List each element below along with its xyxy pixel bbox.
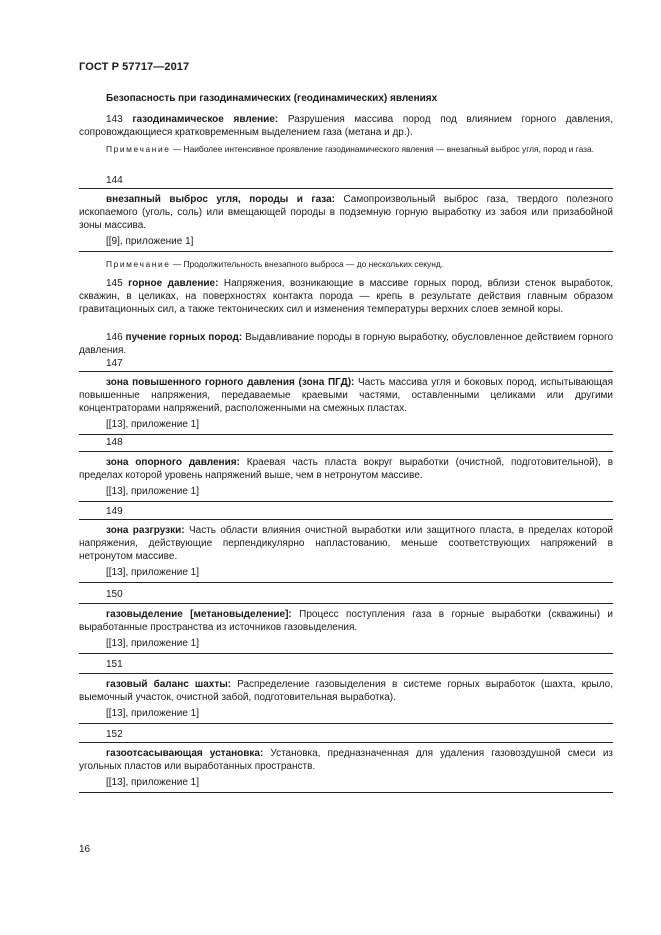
term-name: газовый баланс шахты: [106,679,232,690]
term-definition: Разрушения массива пород под влиянием горного давления, сопровождающиеся кратковременным выделением газа (метана и др.). [79,114,613,138]
note-text: — Наиболее интенсивное проявление газодинамического явления — внезапный выброс угля, пород и газа. [172,144,594,154]
term-151-box [79,673,613,724]
term-source: [[13], приложение 1] [106,638,200,649]
term-definition: Краевая часть пласта вокруг выработки (очистной, подготовительной), в пределах которой уровень напряжений выше, чем в нетронутом массиве. [79,457,614,481]
term-name: зона опорного давления: [106,457,240,468]
term-number: 143 [106,114,123,125]
term-source: [[13], приложение 1] [106,567,200,578]
term-number: 145 [106,278,123,289]
note-label: Примечание [106,144,171,154]
term-name: горное давление: [128,278,219,289]
term-144-box [79,188,613,252]
term-number: 148 [106,437,123,448]
note-2 [79,259,613,270]
term-source: [[13], приложение 1] [106,708,200,719]
term-name: газовыделение [метановыделение]: [106,609,292,620]
term-number: 151 [106,659,123,670]
term-name: зона повышенного горного давления (зона ПГД): [106,377,355,388]
term-number: 152 [106,729,123,740]
term-definition: Процесс поступления газа в горные выработки (скважины) и выработанные пространства из источников газовыделения. [79,609,614,633]
term-number: 146 [106,332,123,343]
term-source: [[13], приложение 1] [106,777,200,788]
term-number: 147 [106,358,123,369]
note-1 [79,144,613,155]
term-number: 150 [106,589,123,600]
term-147-box [79,371,613,435]
term-152-box [79,742,613,793]
term-143 [79,113,613,139]
term-source: [[13], приложение 1] [106,419,200,430]
term-146 [79,331,613,357]
term-150-box [79,603,613,654]
term-name: внезапный выброс угля, породы и газа: [106,194,335,205]
term-148-box [79,451,613,502]
note-text: — Продолжительность внезапного выброса — до нескольких секунд. [172,259,444,269]
term-149-box [79,519,613,583]
term-source: [[9], приложение 1] [106,236,194,247]
term-definition: Распределение газовыделения в системе горных выработок (шахта, крыло, выемочный участок, очистной забой, подготовительная выработка). [79,679,613,703]
term-definition: Часть области влияния очистной выработки или защитного пласта, в пределах которой напряжения, действующие перпендикулярно напластованию, меньше соответствующих напряжений в нетронутом массиве. [79,525,614,562]
note-label: Примечание [106,259,171,269]
term-number: 144 [106,175,123,186]
term-name: пучение горных пород: [125,332,243,343]
term-definition: Установка, предназначенная для удаления газовоздушной смеси из угольных пластов или выработанных пространств. [79,748,613,772]
term-definition: Часть массива угля и боковых пород, испытывающая повышенные напряжения, передаваемые краевыми частями, оставленными целиками или другими концентраторами напряжений, расположенными на смежных пластах. [79,377,613,414]
term-number: 149 [106,506,123,517]
document-id: ГОСТ Р 57717—2017 [79,61,190,73]
section-title: Безопасность при газодинамических (геодинамических) явлениях [106,93,438,104]
term-145 [79,277,613,316]
term-name: зона разгрузки: [106,525,185,536]
term-definition: Напряжения, возникающие в массиве горных пород, вблизи стенок выработок, скважин, в целиках, на поверхностях контакта порода — крепь в результате действия главным образом гравитационных сил, а также тектонических сил и изменения температуры верхних слоев земной коры. [79,278,614,315]
term-name: газодинамическое явление: [132,114,279,125]
term-name: газоотсасывающая установка: [106,748,264,759]
term-definition: Выдавливание породы в горную выработку, обусловленное действием горного давления. [79,332,614,356]
term-definition: Самопроизвольный выброс газа, твердого полезного ископаемого (уголь, соль) или вмещающей породы в подземную горную выработку из забоя или призабойной зоны массива. [79,194,614,231]
page-number: 16 [79,844,91,855]
term-source: [[13], приложение 1] [106,486,200,497]
